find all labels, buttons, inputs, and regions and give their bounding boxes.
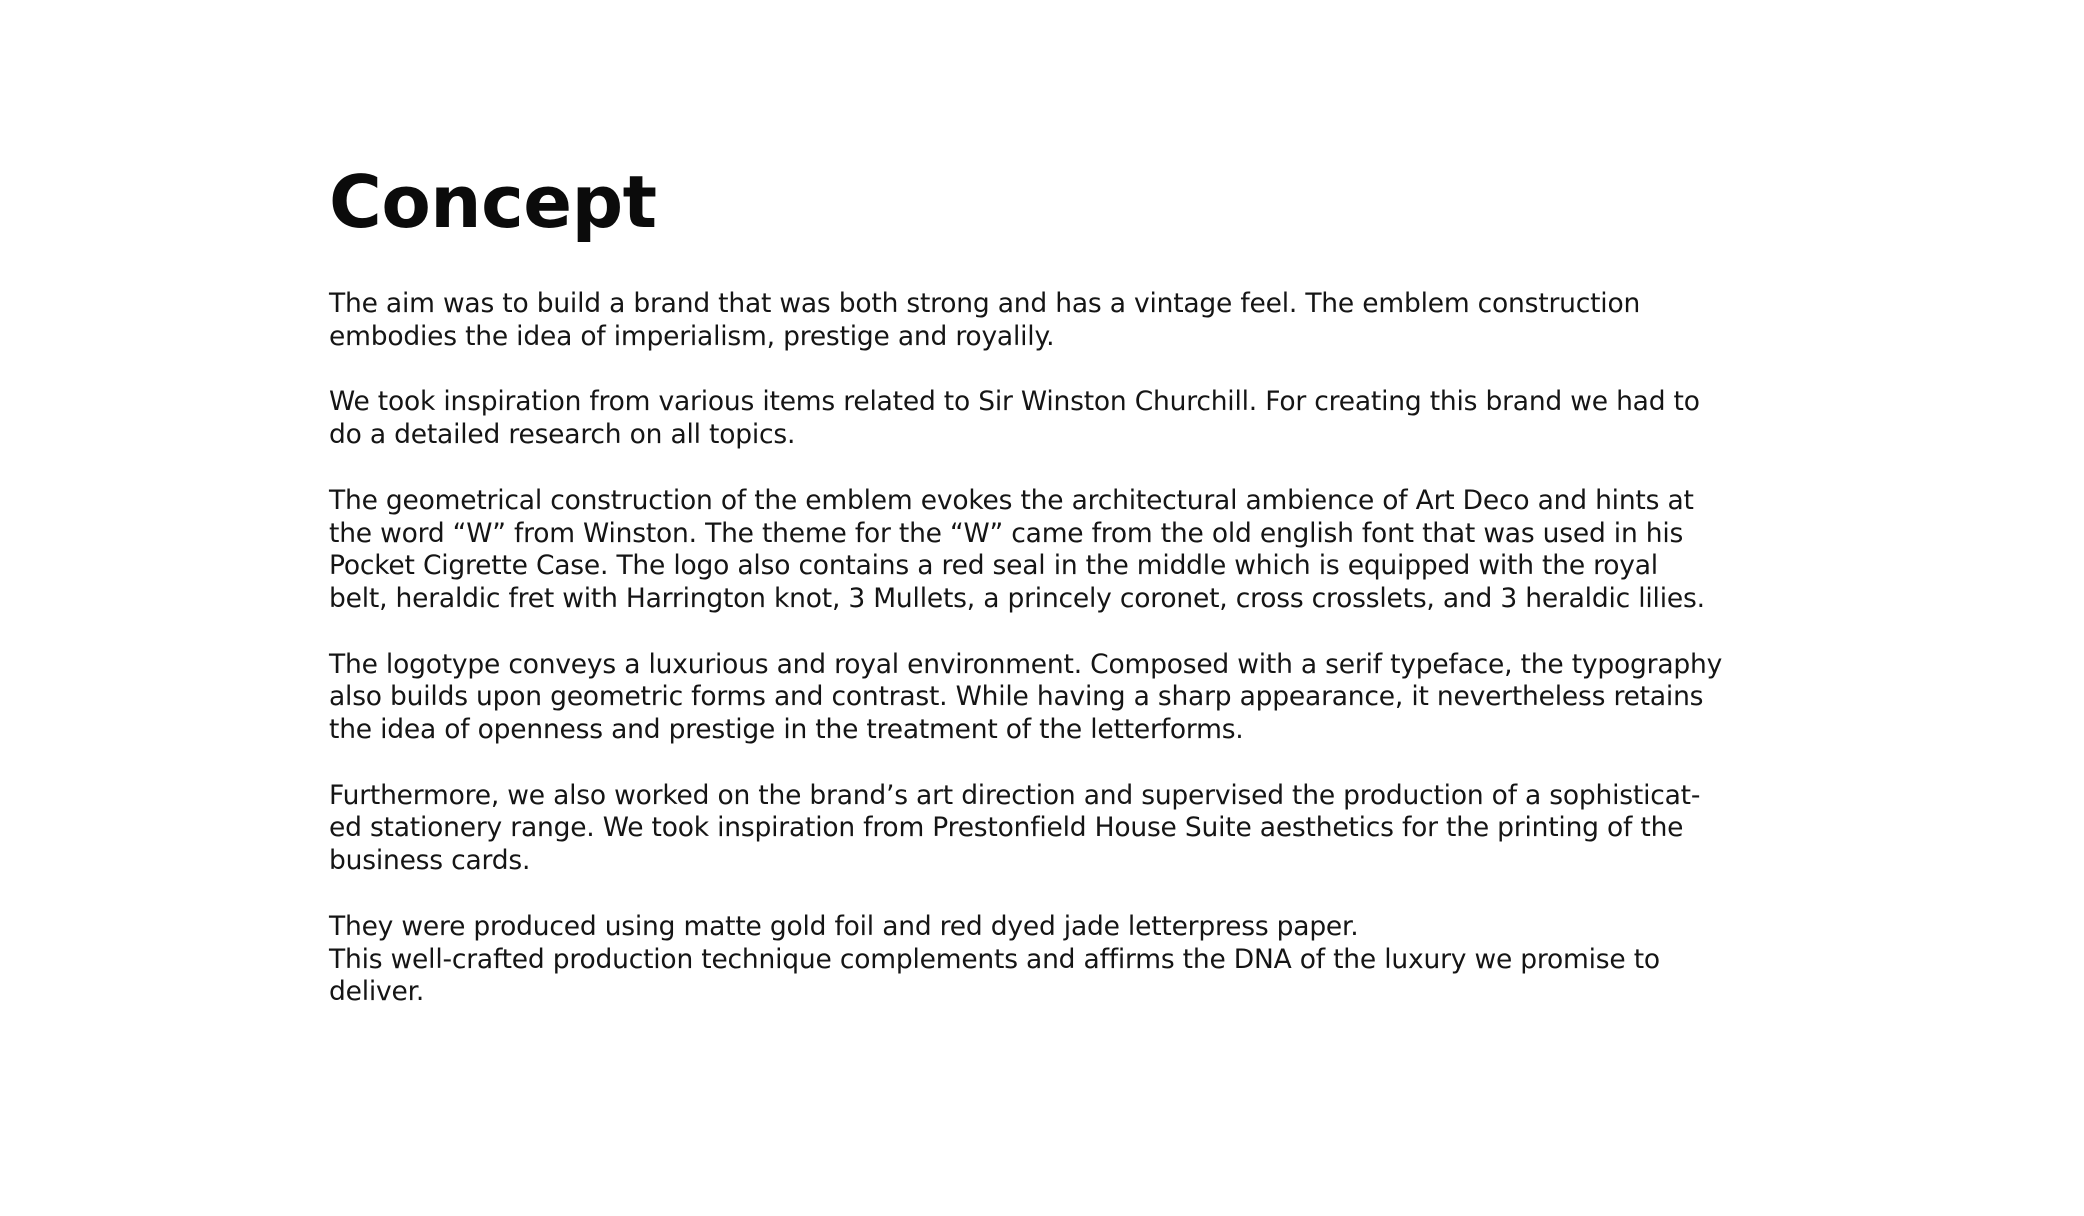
paragraph-line: the idea of openness and prestige in the treatment of the letterforms. [329,714,1244,746]
paragraph-line: embodies the idea of imperialism, prestige and royalily. [329,320,1055,352]
paragraph-line: ed stationery range. We took inspiration from Prestonfield House Suite aesthetics for the printing of the [329,812,1684,844]
paragraph-logotype [329,649,1789,747]
paragraph-line: We took inspiration from various items related to Sir Winston Churchill. For creating this brand we had to [329,386,1700,418]
content-area [329,160,1789,1042]
paragraph-art-direction [329,780,1789,878]
paragraph-inspiration [329,386,1789,451]
paragraph-line: Furthermore, we also worked on the brand’s art direction and supervised the production of a sophisticat- [329,779,1701,811]
paragraph-line: the word “W” from Winston. The theme for the “W” came from the old english font that was used in his [329,517,1684,549]
paragraph-line: This well-crafted production technique complements and affirms the DNA of the luxury we promise to [329,943,1660,975]
paragraph-line: The geometrical construction of the emblem evokes the architectural ambience of Art Deco and hints at [329,484,1694,516]
paragraph-aim [329,288,1789,353]
paragraph-production [329,911,1789,1009]
paragraph-line: also builds upon geometric forms and contrast. While having a sharp appearance, it nevertheless retains [329,681,1704,713]
page-title: Concept [329,160,657,244]
paragraph-line: Pocket Cigrette Case. The logo also contains a red seal in the middle which is equipped with the royal [329,550,1658,582]
paragraph-emblem-construction [329,485,1789,616]
paragraph-line: They were produced using matte gold foil and red dyed jade letterpress paper. [329,910,1359,942]
paragraph-line: The aim was to build a brand that was both strong and has a vintage feel. The emblem construction [329,288,1641,319]
paragraph-line: belt, heraldic fret with Harrington knot, 3 Mullets, a princely coronet, cross crosslets, and 3 heraldic lilies. [329,582,1705,614]
concept-body [329,288,1789,1009]
paragraph-line: business cards. [329,845,531,877]
paragraph-line: deliver. [329,976,425,1008]
paragraph-line: The logotype conveys a luxurious and royal environment. Composed with a serif typeface, the typography [329,648,1723,680]
paragraph-line: do a detailed research on all topics. [329,419,796,451]
